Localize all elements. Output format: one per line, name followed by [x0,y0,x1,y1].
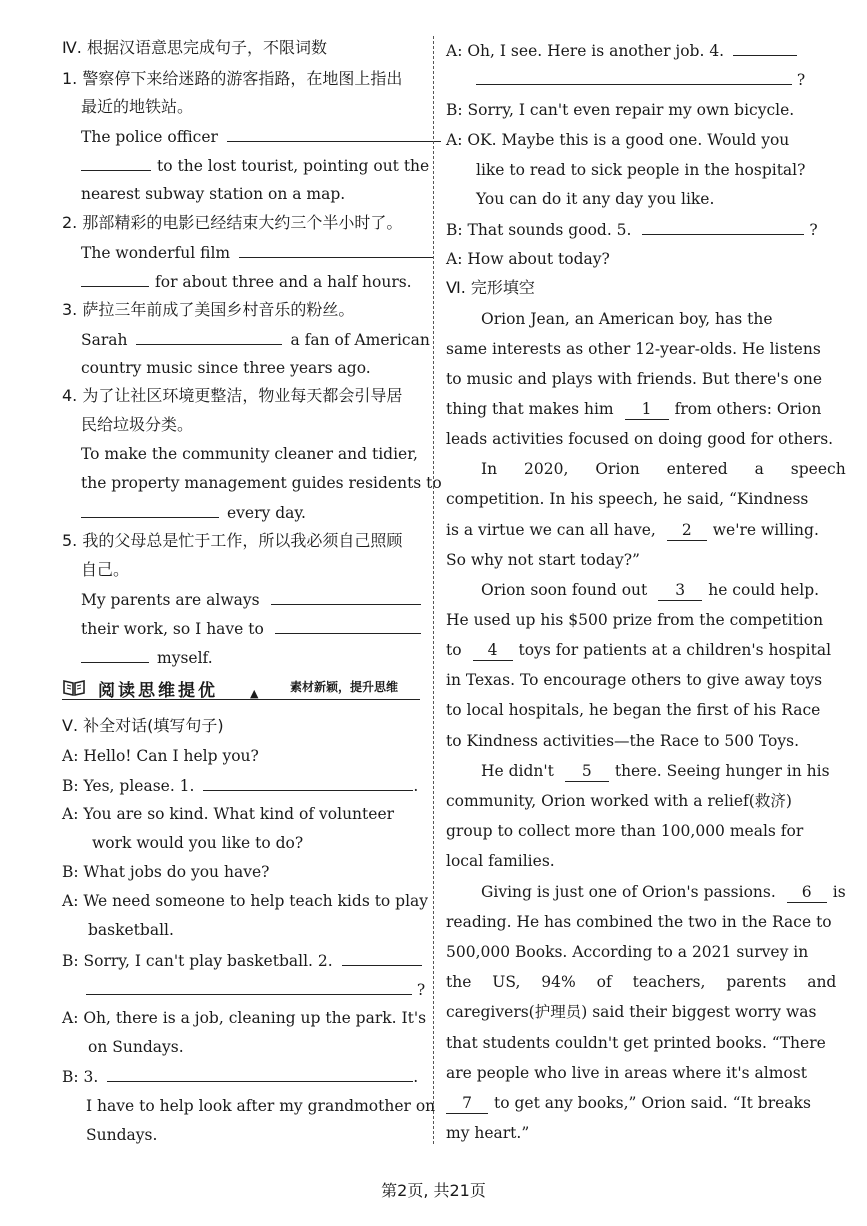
dialogue-line: basketball. [88,921,174,939]
passage-line: In 2020, Orion entered a speech [481,460,846,478]
dialogue-line: B: That sounds good. 5. ? [446,221,818,239]
dialogue-line: A: You are so kind. What kind of volunteer [62,805,395,823]
dialogue-line: A: Hello! Can I help you? [62,747,259,765]
q4-english-line-2: the property management guides residents to [81,474,442,492]
section-6-title: Ⅵ. 完形填空 [446,278,535,297]
q2-english-line-1: The wonderful film [81,242,433,263]
passage-line: Giving is just one of Orion's passions. 6 is [481,883,846,901]
dialogue-line: like to read to sick people in the hospital? [476,161,806,179]
dialogue-line: A: How about today? [446,250,610,268]
dialogue-line: ? [476,69,805,90]
section-4-title: Ⅳ. 根据汉语意思完成句子，不限词数 [62,38,327,57]
answer-blank[interactable] [476,69,792,85]
dialogue-line: ? [86,979,425,1000]
passage-line: that students couldn't get printed books. “There [446,1034,826,1052]
passage-line: reading. He has combined the two in the Race to [446,913,832,931]
passage-line: the US, 94% of teachers, parents and [446,973,837,991]
cloze-blank-5[interactable]: 5 [565,761,609,782]
passage-line: He didn't 5 there. Seeing hunger in his [481,762,830,780]
dialogue-line: on Sundays. [88,1038,184,1056]
answer-blank[interactable] [107,1066,413,1082]
answer-blank[interactable] [733,40,797,56]
dialogue-line: work would you like to do? [92,834,304,852]
passage-line: to Kindness activities—the Race to 500 Toys. [446,732,800,750]
q1-english-line-1: The police officer [81,126,441,147]
q3-chinese: 3. 萨拉三年前成了美国乡村音乐的粉丝。 [62,300,355,319]
q4-chinese-line-1: 4. 为了让社区环境更整洁，物业每天都会引导居 [62,386,403,405]
q2-english-line-2: for about three and a half hours. [81,271,412,292]
q3-english-line-2: country music since three years ago. [81,359,371,377]
q1-chinese-line-1: 1. 警察停下来给迷路的游客指路，在地图上指出 [62,69,403,88]
dialogue-line: A: OK. Maybe this is a good one. Would you [446,131,790,149]
cloze-blank-7[interactable]: 7 [446,1093,488,1114]
cloze-blank-3[interactable]: 3 [658,580,702,601]
q4-chinese-line-2: 民给垃圾分类。 [81,415,194,434]
answer-blank[interactable] [642,219,804,235]
q1-english-line-3: nearest subway station on a map. [81,185,346,203]
passage-line: competition. In his speech, he said, “Kindness [446,490,809,508]
reading-section-banner [62,675,420,701]
passage-line: Orion Jean, an American boy, has the [481,310,773,328]
cloze-blank-2[interactable]: 2 [667,520,707,541]
cloze-blank-6[interactable]: 6 [787,882,827,903]
q3-english-line-1: Sarah a fan of American [81,331,430,349]
dialogue-line: You can do it any day you like. [476,190,715,208]
dialogue-line: Sundays. [86,1126,158,1144]
passage-line: thing that makes him 1 from others: Orion [446,400,822,418]
passage-line: Orion soon found out 3 he could help. [481,581,820,599]
passage-line: 7 to get any books,” Orion said. “It breaks [446,1093,811,1114]
q2-chinese: 2. 那部精彩的电影已经结束大约三个半小时了。 [62,213,403,232]
passage-line: community, Orion worked with a relief(救济) [446,792,792,810]
section-5-title: Ⅴ. 补全对话(填写句子) [62,716,224,735]
passage-line: in Texas. To encourage others to give away toys [446,671,823,689]
column-divider [433,36,434,1144]
passage-line: caregivers(护理员) said their biggest worry was [446,1003,817,1021]
q5-english-line-1: My parents are always [81,589,421,610]
passage-line: leads activities focused on doing good for others. [446,430,834,448]
answer-blank[interactable] [81,155,151,171]
dialogue-line: B: Yes, please. 1. . [62,777,419,795]
q5-chinese-line-2: 自己。 [81,560,130,579]
dialogue-line: B: 3. . [62,1068,419,1086]
dialogue-line: I have to help look after my grandmother on [86,1097,436,1115]
dialogue-line: B: What jobs do you have? [62,863,270,881]
answer-blank[interactable] [81,271,149,287]
passage-line: local families. [446,852,555,870]
triangle-icon: ▲ [250,687,259,700]
banner-title: 阅读思维提优 [98,681,218,701]
dialogue-line: B: Sorry, I can't even repair my own bicycle. [446,101,795,119]
passage-line: 500,000 Books. According to a 2021 survey in [446,943,809,961]
answer-blank[interactable] [239,242,433,258]
book-icon [62,679,86,697]
answer-blank[interactable] [81,502,219,518]
answer-blank[interactable] [227,126,441,142]
passage-line: group to collect more than 100,000 meals for [446,822,804,840]
answer-blank[interactable] [342,950,422,966]
passage-line: same interests as other 12-year-olds. He listens [446,340,821,358]
dialogue-line: A: We need someone to help teach kids to play [62,892,429,910]
q5-english-line-2: their work, so I have to [81,618,421,639]
banner-subtitle: 素材新颖，提升思维 [290,680,399,694]
q1-english-line-2: to the lost tourist, pointing out the [81,155,429,176]
passage-line: are people who live in areas where it's almost [446,1064,807,1082]
cloze-blank-1[interactable]: 1 [625,399,669,420]
dialogue-line: A: Oh, I see. Here is another job. 4. [446,40,797,61]
answer-blank[interactable] [136,329,282,345]
q4-english-line-1: To make the community cleaner and tidier, [81,445,418,463]
passage-line: my heart.” [446,1124,530,1142]
passage-line: He used up his $500 prize from the competition [446,611,824,629]
passage-line: So why not start today?” [446,551,640,569]
dialogue-line: B: Sorry, I can't play basketball. 2. [62,950,422,971]
dialogue-line: A: Oh, there is a job, cleaning up the park. It's [62,1009,427,1027]
q5-chinese-line-1: 5. 我的父母总是忙于工作，所以我必须自己照顾 [62,531,403,550]
passage-line: is a virtue we can all have, 2 we're willing. [446,521,819,539]
q4-english-line-3: every day. [81,502,306,523]
answer-blank[interactable] [86,979,412,995]
page-number: 第2页, 共21页 [381,1181,486,1200]
answer-blank[interactable] [81,647,149,663]
passage-line: to 4 toys for patients at a children's hospital [446,641,832,659]
q1-chinese-line-2: 最近的地铁站。 [81,97,194,116]
answer-blank[interactable] [271,589,421,605]
cloze-blank-4[interactable]: 4 [473,640,513,661]
answer-blank[interactable] [203,775,413,791]
passage-line: to music and plays with friends. But there's one [446,370,822,388]
answer-blank[interactable] [275,618,421,634]
passage-line: to local hospitals, he began the first of his Race [446,701,821,719]
q5-english-line-3: myself. [81,647,213,668]
banner-underline [62,699,420,700]
